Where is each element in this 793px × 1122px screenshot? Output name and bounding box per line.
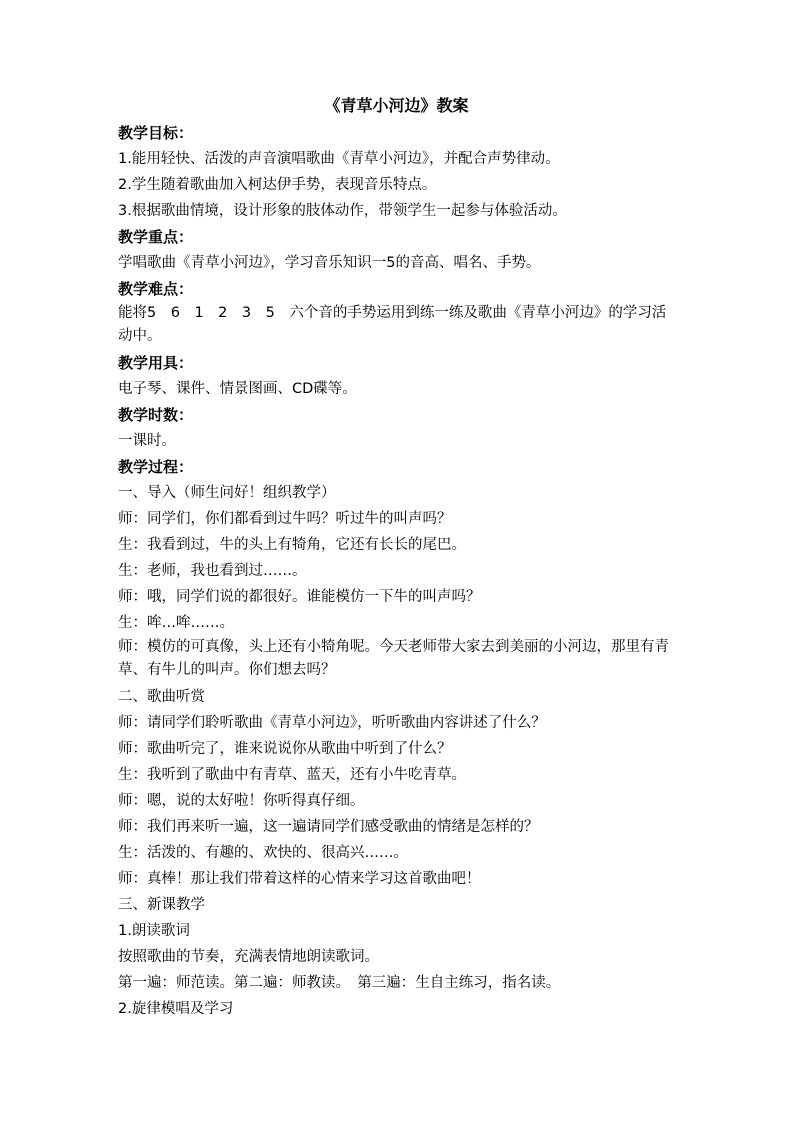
section-heading: 教学目标： [118, 124, 194, 142]
body-line: 生：哞…哞……。 [118, 615, 234, 631]
body-line: 按照歌曲的节奏，充满表情地朗读歌词。 [118, 949, 379, 965]
body-line: 学唱歌曲《青草小河边》，学习音乐知识一5的音高、唱名、手势。 [118, 255, 541, 271]
body-line: 1.朗读歌词 [118, 923, 190, 939]
body-line: 第一遍：师范读。第二遍：师教读。 第三遍：生自主练习，指名读。 [118, 975, 561, 991]
body-line: 1.能用轻快、活泼的声音演唱歌曲《青草小河边》，并配合声势律动。 [118, 151, 560, 167]
body-line: 3.根据歌曲情境，设计形象的肢体动作，带领学生一起参与体验活动。 [118, 203, 567, 219]
body-line: 师：哦，同学们说的都很好。谁能模仿一下牛的叫声吗？ [118, 589, 481, 605]
section-heading: 教学重点： [118, 228, 194, 246]
body-line: 二、歌曲听赏 [118, 689, 205, 705]
section-heading: 教学用具： [118, 354, 194, 372]
body-line: 一、导入（师生问好！组织教学） [118, 485, 336, 501]
document-title: 《青草小河边》教案 [324, 96, 469, 115]
body-line: 生：我看到过，牛的头上有犄角，它还有长长的尾巴。 [118, 537, 466, 553]
body-line: 师：歌曲听完了，谁来说说你从歌曲中听到了什么？ [118, 741, 452, 757]
body-line: 师：我们再来听一遍，这一遍请同学们感受歌曲的情绪是怎样的？ [118, 819, 539, 835]
body-line: 三、新课教学 [118, 897, 205, 913]
body-line: 生：老师，我也看到过……。 [118, 563, 307, 579]
body-line: 生：我听到了歌曲中有青草、蓝天，还有小牛吃青草。 [118, 767, 466, 783]
body-line: 2.旋律模唱及学习 [118, 1001, 234, 1017]
document-body [118, 120, 678, 1022]
body-line: 能将5 6 1 2 3 5 六个音的手势运用到练一练及歌曲《青草小河边》的学习活动中。 [118, 305, 667, 344]
body-line: 电子琴、课件、情景图画、CD碟等。 [118, 381, 357, 397]
section-heading: 教学时数： [118, 406, 194, 424]
body-line: 一课时。 [118, 433, 176, 449]
body-line: 师：请同学们聆听歌曲《青草小河边》，听听歌曲内容讲述了什么？ [118, 715, 546, 731]
body-line: 生：活泼的、有趣的、欢快的、很高兴……。 [118, 845, 408, 861]
body-line: 师：同学们，你们都看到过牛吗？听过牛的叫声吗？ [118, 511, 452, 527]
body-line: 师：模仿的可真像，头上还有小犄角呢。今天老师带大家去到美丽的小河边，那里有青草、有牛儿的叫声。你们想去吗？ [118, 639, 669, 678]
body-line: 师：真棒！那让我们带着这样的心情来学习这首歌曲吧！ [118, 871, 481, 887]
body-line: 师：嗯，说的太好啦！你听得真仔细。 [118, 793, 365, 809]
section-heading: 教学难点： [118, 280, 194, 298]
body-line: 2.学生随着歌曲加入柯达伊手势，表现音乐特点。 [118, 177, 437, 193]
section-heading: 教学过程： [118, 458, 194, 476]
